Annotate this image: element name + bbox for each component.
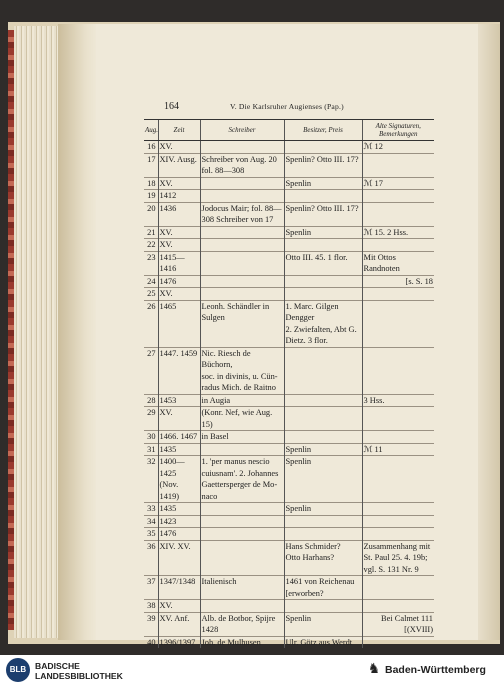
table-cell — [200, 226, 284, 239]
table-cell — [200, 528, 284, 541]
table-row — [144, 443, 434, 456]
table-row — [144, 239, 434, 252]
table-cell — [284, 141, 362, 154]
table-cell — [362, 300, 434, 347]
table-cell: 29 — [144, 407, 158, 431]
table-cell: Hans Schmider? Otto Harhans? — [284, 540, 362, 576]
table-cell: 1400—1425 (Nov. 1419) — [158, 456, 200, 503]
table-cell — [362, 576, 434, 600]
table-cell — [362, 347, 434, 394]
table-cell: Ulr. Götz aus Werdt — [284, 636, 362, 648]
table-cell — [200, 190, 284, 203]
table-cell: XV. — [158, 239, 200, 252]
table-cell: 32 — [144, 456, 158, 503]
page-edges — [14, 26, 60, 638]
table-cell: 1436 — [158, 202, 200, 226]
table-cell: 19 — [144, 190, 158, 203]
table-cell: Italienisch — [200, 576, 284, 600]
table-row — [144, 202, 434, 226]
table-cell — [362, 239, 434, 252]
column-header: Alte Signaturen, Bemerkungen — [362, 120, 434, 141]
table-cell: 37 — [144, 576, 158, 600]
table-cell — [362, 431, 434, 444]
table-row — [144, 503, 434, 516]
table-cell: 25 — [144, 288, 158, 301]
table-cell: 30 — [144, 431, 158, 444]
table-cell — [200, 515, 284, 528]
table-cell: 1415—1416 — [158, 251, 200, 275]
table-cell: XV. — [158, 407, 200, 431]
table-cell: Jodocus Mair; fol. 88— 308 Schreiber von 17 — [200, 202, 284, 226]
table-cell: 1. Marc. Gilgen Dengger 2. Zwiefalten, Abt G. Dietz. 3 flor. — [284, 300, 362, 347]
table-body — [144, 141, 434, 649]
table-cell: 26 — [144, 300, 158, 347]
table-row — [144, 288, 434, 301]
column-header: Besitzer, Preis — [284, 120, 362, 141]
table-cell: Spenlin — [284, 456, 362, 503]
table-cell: ℳ 12 — [362, 141, 434, 154]
table-cell — [284, 275, 362, 288]
table-cell: Spenlin — [284, 226, 362, 239]
table-row — [144, 300, 434, 347]
table-cell: 40 — [144, 636, 158, 648]
table-cell: in Augia — [200, 394, 284, 407]
table-cell: Otto III. 45. 1 flor. — [284, 251, 362, 275]
blb-line-2: LANDESBIBLIOTHEK — [35, 671, 123, 681]
table-cell — [362, 600, 434, 613]
table-cell — [362, 528, 434, 541]
table-cell: 28 — [144, 394, 158, 407]
table-cell — [362, 202, 434, 226]
table-cell: 1466. 1467 — [158, 431, 200, 444]
table-row — [144, 540, 434, 576]
table-row — [144, 251, 434, 275]
table-cell: ℳ 17 — [362, 177, 434, 190]
blb-logo-text[interactable] — [35, 661, 123, 681]
table-cell: Zusammenhang mit St. Paul 25. 4. 19b; vgl. S. 131 Nr. 9 — [362, 540, 434, 576]
table-cell: XV. — [158, 141, 200, 154]
column-header: Zeit — [158, 120, 200, 141]
table-cell: Bei Calmet 111 [(XVIII) — [362, 612, 434, 636]
table-cell: Schreiber von Aug. 20 fol. 88—308 — [200, 153, 284, 177]
table-cell — [284, 515, 362, 528]
table-cell: (Konr. Nef, wie Aug. 15) — [200, 407, 284, 431]
table-cell — [200, 275, 284, 288]
lions-coat-of-arms-icon[interactable]: ♞ — [367, 662, 381, 677]
table-cell — [200, 540, 284, 576]
table-cell: 21 — [144, 226, 158, 239]
table-cell — [362, 288, 434, 301]
table-cell — [362, 407, 434, 431]
table-cell: 1453 — [158, 394, 200, 407]
column-header: Schreiber — [200, 120, 284, 141]
table-cell: XV. — [158, 288, 200, 301]
table-cell — [284, 394, 362, 407]
table-cell — [284, 528, 362, 541]
table-cell: 1347/1348 — [158, 576, 200, 600]
table-cell — [200, 177, 284, 190]
table-cell: 35 — [144, 528, 158, 541]
table-cell: Spenlin — [284, 443, 362, 456]
table-row — [144, 636, 434, 648]
table-cell: Joh. de Mulhusen — [200, 636, 284, 648]
table-cell: 31 — [144, 443, 158, 456]
table-cell: 16 — [144, 141, 158, 154]
table-row — [144, 275, 434, 288]
table-cell — [200, 503, 284, 516]
table-cell: 1447. 1459 — [158, 347, 200, 394]
table-cell: 17 — [144, 153, 158, 177]
table-cell — [200, 443, 284, 456]
table-cell: 1423 — [158, 515, 200, 528]
table-cell: 33 — [144, 503, 158, 516]
table-cell — [362, 190, 434, 203]
table-row — [144, 456, 434, 503]
table-cell — [284, 600, 362, 613]
table-cell — [200, 600, 284, 613]
table-cell: 23 — [144, 251, 158, 275]
table-row — [144, 347, 434, 394]
table-cell: XIV. Ausg. — [158, 153, 200, 177]
table-row — [144, 431, 434, 444]
table-cell: 1476 — [158, 528, 200, 541]
table-cell — [284, 239, 362, 252]
table-cell: 1396/1397 — [158, 636, 200, 648]
table-cell: in Basel — [200, 431, 284, 444]
table-cell: XIV. XV. — [158, 540, 200, 576]
table-cell — [362, 153, 434, 177]
table-cell — [284, 407, 362, 431]
table-cell: 1435 — [158, 443, 200, 456]
table-header-row — [144, 120, 434, 141]
table-cell: Spenlin — [284, 177, 362, 190]
table-cell: Leonh. Schändler in Sulgen — [200, 300, 284, 347]
table-cell: 38 — [144, 600, 158, 613]
table-cell: 24 — [144, 275, 158, 288]
table-cell: 34 — [144, 515, 158, 528]
table-cell: ℳ 15. 2 Hss. — [362, 226, 434, 239]
table-cell — [284, 431, 362, 444]
table-cell: XV. — [158, 177, 200, 190]
table-cell: 27 — [144, 347, 158, 394]
table-cell: 18 — [144, 177, 158, 190]
table-cell — [200, 251, 284, 275]
table-row — [144, 576, 434, 600]
table-row — [144, 515, 434, 528]
bw-logo-text[interactable]: Baden-Württemberg — [385, 664, 486, 676]
table-cell: XV. Anf. — [158, 612, 200, 636]
table-cell — [200, 239, 284, 252]
table-cell: XV. — [158, 226, 200, 239]
table-cell: 36 — [144, 540, 158, 576]
table-cell — [362, 515, 434, 528]
table-cell: Spenlin? Otto III. 17? — [284, 202, 362, 226]
page-number: 164 — [164, 101, 179, 112]
footer-bar — [0, 655, 504, 686]
table-row — [144, 153, 434, 177]
table-cell: Spenlin — [284, 612, 362, 636]
table-row — [144, 600, 434, 613]
table-cell: 1461 von Reichenau [erworben? — [284, 576, 362, 600]
table-cell — [200, 141, 284, 154]
table-cell: 1. 'per manus nescio cuiusnam'. 2. Johannes Gaettersperger de Mo- naco — [200, 456, 284, 503]
table-cell: XV. — [158, 600, 200, 613]
table-cell: 1476 — [158, 275, 200, 288]
table-cell: Alb. de Botbor, Spijre 1428 — [200, 612, 284, 636]
table-cell — [362, 456, 434, 503]
table-row — [144, 141, 434, 154]
table-cell: 20 — [144, 202, 158, 226]
table-cell: Spenlin? Otto III. 17? — [284, 153, 362, 177]
table-row — [144, 612, 434, 636]
column-header: Aug. — [144, 120, 158, 141]
table-cell: Nic. Riesch de Büchorn, soc. in divinis, u. Cün- radus Mich. de Raitno — [200, 347, 284, 394]
table-cell: 1412 — [158, 190, 200, 203]
table-cell — [200, 288, 284, 301]
blb-line-1: BADISCHE — [35, 661, 80, 671]
table-cell: 1465 — [158, 300, 200, 347]
table-cell: [s. S. 18 — [362, 275, 434, 288]
table-cell — [284, 288, 362, 301]
page-right-edge — [478, 24, 500, 640]
table-cell — [362, 503, 434, 516]
page-gutter — [58, 24, 98, 640]
table-row — [144, 407, 434, 431]
table-row — [144, 394, 434, 407]
running-head: V. Die Karlsruher Augienses (Pap.) — [230, 102, 344, 111]
table-cell: 22 — [144, 239, 158, 252]
blb-logo-icon[interactable]: BLB — [6, 658, 30, 682]
manuscript-table — [144, 119, 434, 648]
table-cell: ℳ 11 — [362, 443, 434, 456]
table-cell — [284, 190, 362, 203]
table-row — [144, 190, 434, 203]
table-row — [144, 177, 434, 190]
table-cell — [284, 347, 362, 394]
table-cell: Mit Ottos Randnoten — [362, 251, 434, 275]
table-cell: 39 — [144, 612, 158, 636]
table-row — [144, 528, 434, 541]
table-cell: 3 Hss. — [362, 394, 434, 407]
table-cell: 1435 — [158, 503, 200, 516]
table-row — [144, 226, 434, 239]
table-cell — [362, 636, 434, 648]
table-cell: Spenlin — [284, 503, 362, 516]
